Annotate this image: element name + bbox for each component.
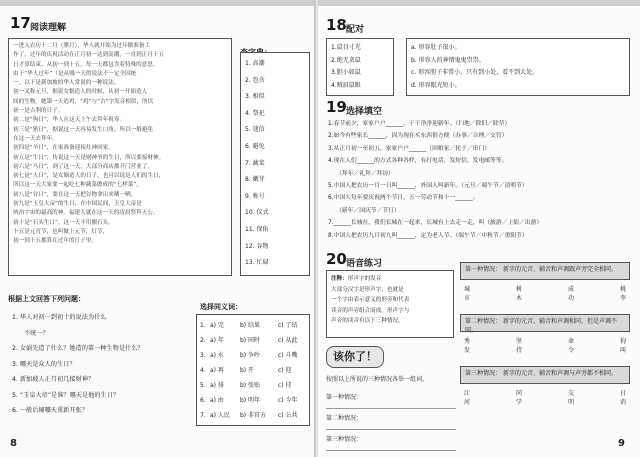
fill-in-list	[328, 118, 634, 242]
word-pair: 树 木	[515, 286, 522, 302]
page-number-right: 9	[618, 438, 625, 449]
passage-line: 统治宇宙的最高的神。福建人就在这一天的凌晨祭拜天公。	[13, 210, 159, 217]
vocab-item: 13. 忙碌	[245, 259, 269, 267]
vocab-item: 2. 包含	[245, 76, 265, 84]
fill-item: 5.中国人把农历一月一日叫______，外国人叫新年。（元旦／端午节／清明节）	[328, 183, 528, 190]
note-line: 大部分汉字是形声字，也就是	[331, 286, 404, 293]
match-left-item: 2.绝无贪鼠	[331, 56, 361, 64]
match-right-item: c. 形容胆子非常小，只有到小处，看不到大处。	[411, 69, 539, 76]
passage-line: 一进入农历十二月（腊月），华人就开始为过年做准备工	[13, 43, 151, 49]
case-2-header: 第二种情况： 新字的元音、辅音和声调相同，但是声调不同。	[460, 314, 630, 332]
passage-line: 初四是“羊日”，在家准备迎接灶神回家。	[13, 145, 114, 152]
left-page	[0, 0, 316, 457]
vocab-item: 8. 嫩芽	[245, 176, 265, 184]
section-17-title: 阅读理解	[30, 23, 67, 33]
word-pair: 城 市	[464, 286, 471, 302]
note-line: 读音的声旁组合而成。形声字与	[331, 307, 410, 314]
passage-line: 初二是“狗日”，华人在这天上午去拜年祝寿。	[13, 117, 126, 124]
fill-item: （拜年／礼拜／拜访）	[336, 170, 394, 177]
synonym-row: 5. a) 排 b) 张贴 c) 挂	[200, 382, 292, 389]
passage-line: 初六是“马日”，到了这一天，大部分商店都开门营业了。	[13, 163, 154, 170]
passage-line: 十五是元宵节，也叫做上元节，灯节，	[13, 228, 109, 235]
word-pair: 命 令	[567, 338, 574, 354]
case-2-pairs	[460, 332, 630, 360]
word-pair: 秀 发	[464, 338, 471, 354]
match-right-item: a. 形容肚子很小。	[411, 44, 461, 51]
vocab-item: 4. 祭祀	[245, 109, 265, 117]
match-right-item: b. 形容人的神情鬼鬼祟祟。	[411, 56, 485, 64]
vocab-item: 7. 蔬菜	[245, 159, 265, 167]
section-20-title: 语音练习	[346, 259, 383, 269]
right-page	[318, 0, 640, 457]
vocab-item: 1. 高潮	[245, 60, 265, 67]
case-1-pairs	[460, 280, 630, 308]
vocab-item: 11. 保佑	[245, 225, 269, 233]
match-right-item: d. 形容眼光短小。	[411, 81, 461, 89]
section-18-title: 配对	[346, 25, 365, 35]
fill-item: 3.从正月初一至初五，家家户户______（回娘家／轮于／串门）	[328, 145, 491, 152]
fill-item: 6.中国人每年要庆祝两个节日，五一劳动节和十一______。	[328, 195, 479, 202]
passage-line: 初三是“猪日”，据说这一天容易发生口角，所以一般避免	[13, 126, 154, 133]
answer-line: 第二种情况：	[326, 409, 456, 430]
section-18-number: 18	[326, 16, 347, 34]
section-20-number: 20	[326, 250, 347, 268]
vocab-list	[240, 52, 310, 276]
synonym-row: 7. a) 人民 b) 非官方 c) 公共	[200, 412, 298, 419]
page-number-left: 8	[10, 438, 17, 449]
questions-list	[12, 310, 192, 419]
your-turn-bubble: 该你了！	[326, 346, 384, 368]
synonym-row: 1. a) 完 b) 结果 c) 了结	[200, 322, 298, 329]
word-pair: 成 功	[567, 286, 574, 302]
question-item: 不统一？	[24, 329, 49, 337]
vocab-item: 9. 称号	[245, 192, 265, 200]
question-item: 5. “玉皇大帝”是谁？哪天是他的生日？	[12, 391, 120, 399]
passage-line: 初一叉称元旦，据说女娲造人的时候，从初一开始造人	[13, 89, 148, 96]
reading-passage-box	[8, 38, 232, 276]
question-item: 2. 女娲先造了什么？她造的第一种生物是什么？	[12, 345, 144, 352]
question-item: 4. 新加坡人正月初几接财神？	[12, 376, 95, 383]
answer-line: 第三种情况：	[326, 430, 456, 451]
word-pair: 交 明	[567, 390, 574, 406]
instruction-text: 按照以上所说的三种情况各举一组词。	[326, 376, 429, 383]
case-1-header: 第一种情况： 新字的元音、辅音和声调跟声旁完全相同。	[460, 262, 630, 280]
answer-lines	[326, 388, 456, 451]
passage-line: 作了。过年的庆祝活动在正月初一达到高潮，一直到正月十五	[13, 52, 165, 59]
synonym-row: 3. a) 水 b) 争吵 c) 斗嘴	[200, 352, 298, 359]
vocab-item: 3. 相似	[245, 93, 265, 101]
reading-passage	[9, 39, 231, 250]
match-left-item: 1.鼠目寸光	[331, 44, 361, 51]
word-pair: 江 河	[464, 390, 471, 406]
case-3-pairs	[460, 384, 630, 412]
fill-item: 1.春节前夕，家家户户______，干干净净迎新年。（扫地／除旧／除草）	[328, 121, 511, 127]
section-17-number: 17	[10, 14, 31, 32]
word-pair: 桃 李	[619, 286, 626, 302]
synonym-row: 6. a) 由 b) 明年 c) 今年	[200, 397, 298, 404]
passage-line: 在这一天去拜年。	[13, 135, 58, 142]
fill-item: （新年／国庆节／节日）	[336, 207, 400, 214]
passage-line: 所以这一天大家要一起吃七种蔬菜做成的“七样菜”。	[13, 182, 142, 189]
passage-line: 间的生物。她第一天造鸡，“鸡”与“吉”字发音相似，所以	[13, 98, 154, 105]
question-item: 1. 华人对初一到初十的说法为什么	[12, 314, 107, 321]
synonym-row: 4. a) 再 b) 开 c) 迎	[200, 367, 292, 374]
word-pair: 同 学	[515, 390, 522, 406]
note-label: 注释：	[331, 276, 348, 282]
match-right-box	[406, 38, 630, 96]
passage-line: 初八是“谷日”，要在这一天把谷物拿出来晒一晒。	[13, 191, 137, 198]
vocab-item: 5. 迷信	[245, 126, 265, 134]
cases-column	[460, 262, 630, 412]
note-line: 声旁的读音有以下三种情况。	[331, 318, 404, 324]
passage-line: 初九是“玉皇大帝”的生日，在中国民间，玉皇大帝是	[13, 201, 142, 208]
passage-line: 日才算结束。从初一到十五，每一天都包含着特殊的意思。	[13, 61, 159, 68]
section-19-title: 选择填空	[346, 107, 383, 117]
passage-line: 初十是“石头生日”，这一天不用搬石头。	[13, 219, 114, 226]
note-box	[326, 270, 454, 338]
question-item: 6. 一般后辅哪天重新开张？	[12, 407, 88, 414]
synonym-row: 2. a) 年 b) 同时 c) 从此	[200, 337, 298, 344]
passage-line: 初七是“人日”，是女娲造人的日子。也可以说是人们的生日，	[13, 173, 165, 180]
passage-line: 初一是吉利的日子。	[13, 108, 64, 115]
fill-item: 7.______长城在，我们长城在一起来，长城有上去走一走，叫（旅游／上街／出游）	[328, 220, 543, 227]
fill-item: 4.现在人们______的方式各种各样，有打电话，发短信，发电邮等等。	[328, 158, 508, 165]
passage-line: 初一到十五都算在过年的日子里。	[13, 238, 97, 245]
note-line: 形声字的发音	[347, 276, 382, 282]
case-3-header: 第三种情况： 新字的元音、辅音和声调与声旁都不相同。	[460, 366, 630, 384]
vocab-item: 6. 避免	[245, 142, 265, 150]
section-19-number: 19	[326, 98, 347, 116]
match-left-item: 3.胆小如鼠	[331, 69, 361, 76]
questions-title: 根据上文回答下列问题：	[8, 295, 85, 303]
passage-line: 初五是“牛日”，传说这一天是财神爷的生日，所以要接财神。	[13, 154, 165, 161]
question-item: 3. 哪天是众人的生日？	[12, 360, 76, 368]
vocab-item: 12. 谷物	[245, 242, 269, 250]
word-pair: 狗 叫	[619, 338, 626, 354]
synonym-choices-box	[196, 314, 310, 426]
word-pair: 坚 持	[515, 338, 522, 354]
vocab-item: 10. 仪式	[245, 209, 269, 217]
passage-line: 一。以下是新加坡的华人常说的一种说法。	[13, 80, 120, 87]
note-line: 一个字由表示意义的形旁和代表	[331, 297, 410, 303]
word-pair: 日 消	[619, 390, 626, 406]
fill-item: 2.如今有些家长______，因为现在买东西很方便（办事／合理／交管）	[328, 133, 508, 140]
match-left-item: 4.贼眉鼠眼	[331, 81, 361, 89]
match-left-box	[326, 38, 394, 96]
passage-line: 由于“华人过年”（是从哪一天的说法不一定全国统	[13, 70, 137, 77]
answer-line: 第一种情况：	[326, 388, 456, 409]
choose-title: 选择同义词：	[200, 303, 242, 311]
fill-item: 8.中国人把农历九月初九叫______，定为老人节。（端午节／中秋节／重阳节）	[328, 232, 528, 239]
